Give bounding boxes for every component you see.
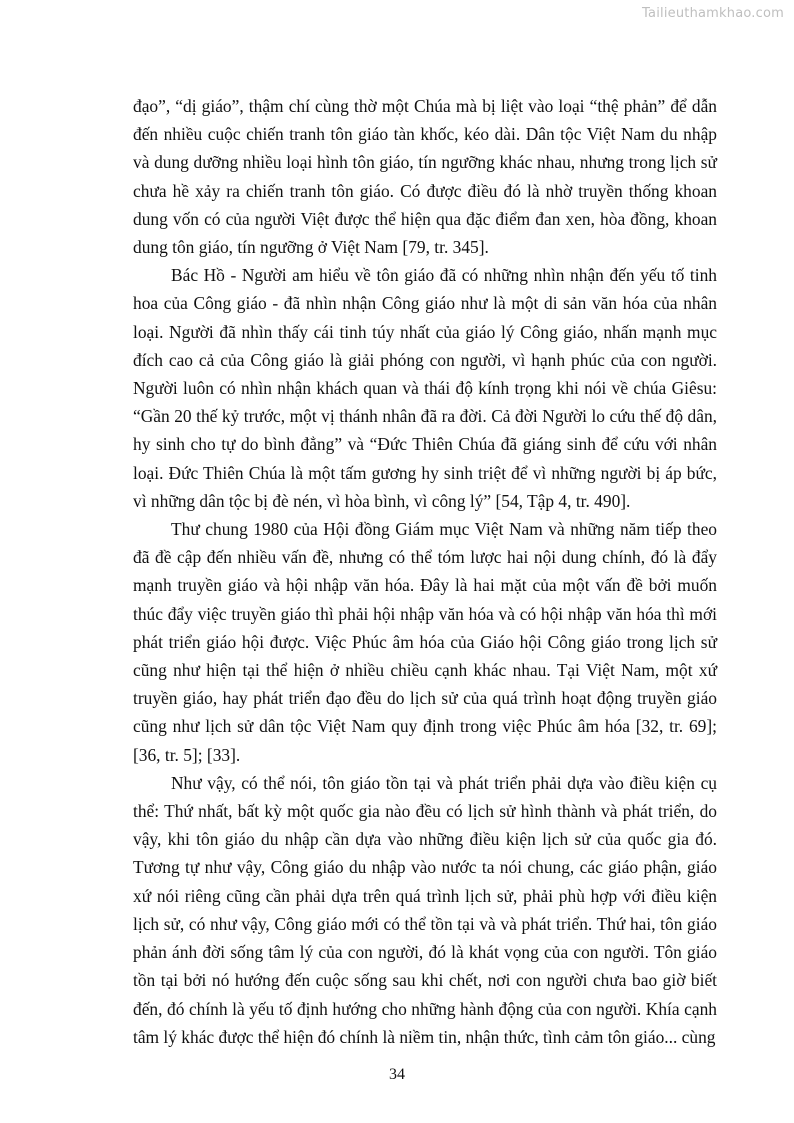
paragraph-continuation: đạo”, “dị giáo”, thậm chí cùng thờ một Chúa mà bị liệt vào loại “thệ phản” để dẫn đến nhiều cuộc chiến tranh tôn giáo tàn khốc, kéo dài. Dân tộc Việt Nam du nhập và dung dưỡng nhiều loại hình tôn giáo, tín ngưỡng khác nhau, nhưng trong lịch sử chưa hề xảy ra chiến tranh tôn giáo. Có được điều đó là nhờ truyền thống khoan dung vốn có của người Việt được thể hiện qua đặc điểm đan xen, hòa đồng, khoan dung tôn giáo, tín ngưỡng ở Việt Nam [79, tr. 345]. [133, 96, 717, 258]
watermark: Tailieuthamkhao.com [642, 6, 784, 21]
document-body [133, 92, 717, 1051]
paragraph-thu-chung-1980: Thư chung 1980 của Hội đồng Giám mục Việt Nam và những năm tiếp theo đã đề cập đến nhiều vấn đề, nhưng có thể tóm lược hai nội dung chính, đó là đẩy mạnh truyền giáo và hội nhập văn hóa. Đây là hai mặt của một vấn đề bởi muốn thúc đẩy việc truyền giáo thì phải hội nhập văn hóa và có hội nhập văn hóa thì mới phát triển giáo hội được. Việc Phúc âm hóa của Giáo hội Công giáo trong lịch sử cũng như hiện tại thể hiện ở nhiều chiều cạnh khác nhau. Tại Việt Nam, một xứ truyền giáo, hay phát triển đạo đều do lịch sử của quá trình hoạt động truyền giáo cũng như lịch sử dân tộc Việt Nam quy định trong việc Phúc âm hóa [32, tr. 69]; [36, tr. 5]; [33]. [133, 519, 717, 765]
paragraph-ho-chi-minh: Bác Hồ - Người am hiểu về tôn giáo đã có những nhìn nhận đến yếu tố tinh hoa của Công giáo - đã nhìn nhận Công giáo như là một di sản văn hóa của nhân loại. Người đã nhìn thấy cái tinh túy nhất của giáo lý Công giáo, nhấn mạnh mục đích cao cả của Công giáo là giải phóng con người, vì hạnh phúc của con người. Người luôn có nhìn nhận khách quan và thái độ kính trọng khi nói về chúa Giêsu: “Gần 20 thế kỷ trước, một vị thánh nhân đã ra đời. Cả đời Người lo cứu thế độ dân, hy sinh cho tự do bình đẳng” và “Đức Thiên Chúa đã giáng sinh để cứu với nhân loại. Đức Thiên Chúa là một tấm gương hy sinh triệt để vì những người bị áp bức, vì những dân tộc bị đè nén, vì hòa bình, vì công lý” [54, Tập 4, tr. 490]. [133, 265, 717, 511]
paragraph-dieu-kien: Như vậy, có thể nói, tôn giáo tồn tại và phát triển phải dựa vào điều kiện cụ thể: Thứ nhất, bất kỳ một quốc gia nào đều có lịch sử hình thành và phát triển, do vậy, khi tôn giáo du nhập cần dựa vào những điều kiện lịch sử của quốc gia đó. Tương tự như vậy, Công giáo du nhập vào nước ta nói chung, các giáo phận, giáo xứ nói riêng cũng cần phải dựa trên quá trình lịch sử, phải phù hợp với điều kiện lịch sử, có như vậy, Công giáo mới có thể tồn tại và và phát triển. Thứ hai, tôn giáo phản ánh đời sống tâm lý của con người, đó là khát vọng của con người. Tôn giáo tồn tại bởi nó hướng đến cuộc sống sau khi chết, nơi con người chưa bao giờ biết đến, đó chính là yếu tố định hướng cho những hành động của con người. Khía cạnh tâm lý khác được thể hiện đó chính là niềm tin, nhận thức, tình cảm tôn giáo... cùng [133, 772, 717, 1047]
page-number: 34 [389, 1066, 405, 1083]
